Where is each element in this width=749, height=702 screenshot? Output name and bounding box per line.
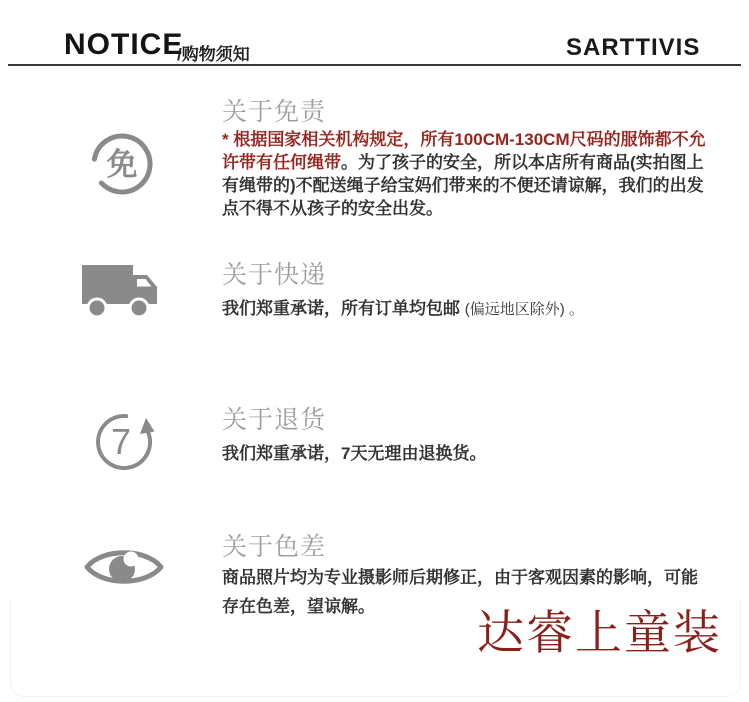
- disclaimer-highlight: * 根据国家相关机构规定，所有100CM-130CM尺码的服饰都不允许带有任何绳带: [222, 130, 706, 172]
- header-divider: [8, 64, 741, 66]
- delivery-note: (偏远地区除外) 。: [464, 301, 584, 318]
- section-title-disclaimer: 关于免责: [222, 98, 327, 126]
- section-body-disclaimer: [222, 128, 718, 220]
- brand-logo-text: SARTTIVIS: [566, 34, 701, 61]
- eye-icon: [84, 543, 164, 596]
- store-watermark: 达睿上童装: [477, 608, 722, 660]
- section-body-returns: 我们郑重承诺，7天无理由退换货。: [222, 444, 487, 463]
- truck-icon: [80, 260, 160, 329]
- page-title: NOTICE: [64, 28, 184, 61]
- exempt-icon: [88, 130, 156, 203]
- section-title-returns: 关于退货: [222, 406, 327, 434]
- disclaimer-rest: 。为了孩子的安全，所以本店所有商品(实拍图上有绳带的)不配送绳子给宝妈们带来的不便还请谅解，我们的出发点不得不从孩子的安全出发。: [222, 153, 704, 218]
- page-subtitle: /购物须知: [177, 45, 250, 64]
- return-7-days-icon: [90, 406, 158, 479]
- delivery-promise: 我们郑重承诺，所有订单均包邮: [222, 299, 465, 318]
- section-body-delivery: [222, 297, 722, 321]
- section-title-color-difference: 关于色差: [222, 533, 327, 561]
- section-title-delivery: 关于快递: [222, 261, 327, 289]
- svg-text:7: 7: [110, 421, 132, 462]
- section-body-color-difference: 商品照片均为专业摄影师后期修正，由于客观因素的影响，可能存在色差，望谅解。: [222, 568, 698, 616]
- svg-text:免: 免: [106, 147, 138, 182]
